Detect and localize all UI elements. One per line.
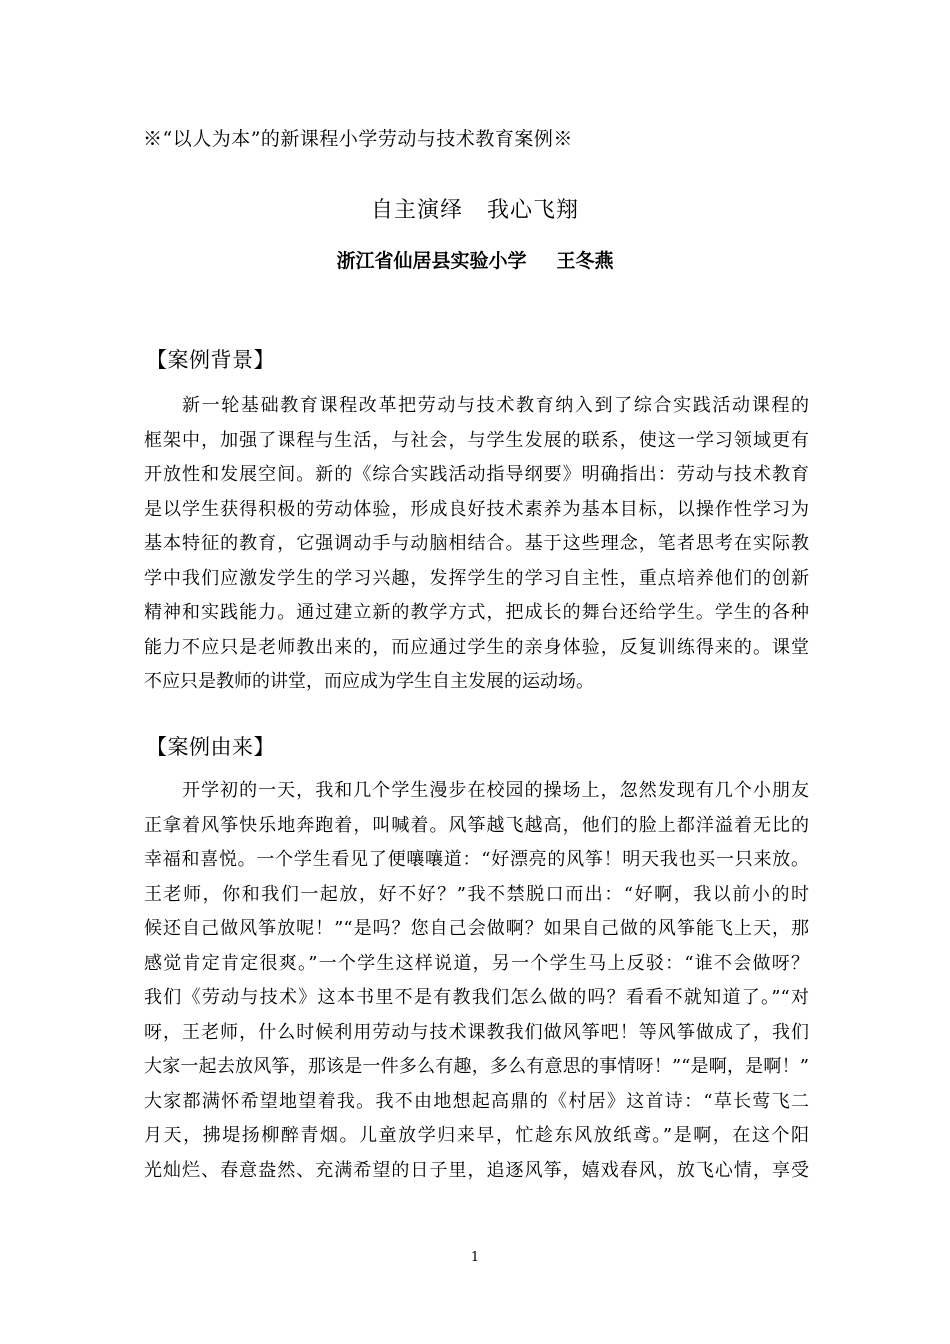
paragraph-line: 我们《劳动与技术》这本书里不是有教我们怎么做的吗？看看不就知道了。”“对 [144, 987, 809, 1008]
section-body-origin [144, 774, 809, 1188]
paragraph-line: 开放性和发展空间。新的《综合实践活动指导纲要》明确指出：劳动与技术教育 [144, 464, 809, 485]
paragraph-line: 大家都满怀希望地望着我。我不由地想起高鼎的《村居》这首诗：“草长莺飞二 [144, 1090, 809, 1112]
paragraph-line: 王老师，你和我们一起放，好不好？”我不禁脱口而出：“好啊，我以前小的时 [144, 883, 809, 905]
paragraph-line: 是以学生获得积极的劳动体验，形成良好技术素养为基本目标，以操作性学习为 [144, 498, 809, 520]
paragraph-line: 框架中，加强了课程与生活，与社会，与学生发展的联系，使这一学习领域更有 [144, 429, 809, 451]
paragraph-line: 精神和实践能力。通过建立新的教学方式，把成长的舞台还给学生。学生的各种 [144, 602, 809, 623]
paragraph-line: 正拿着风筝快乐地奔跑着，叫喊着。风筝越飞越高，他们的脸上都洋溢着无比的 [144, 814, 809, 836]
section-body-background [144, 389, 809, 700]
paragraph-line: 开学初的一天，我和几个学生漫步在校园的操场上，忽然发现有几个小朋友 [182, 780, 809, 801]
section-heading-background: 【案例背景】 [146, 348, 275, 372]
paragraph-line: 感觉肯定肯定很爽。”一个学生这样说道，另一个学生马上反驳：“谁不会做呀？ [144, 952, 809, 974]
paragraph-line: 候还自己做风筝放呢！”“是吗？您自己会做啊？如果自己做的风筝能飞上天，那 [144, 918, 809, 939]
section-heading-origin: 【案例由来】 [146, 735, 275, 759]
article-title: 自主演绎 我心飞翔 [371, 198, 579, 223]
paragraph-line: 学中我们应激发学生的学习兴趣，发挥学生的学习自主性，重点培养他们的创新 [144, 567, 809, 589]
author-name: 王冬燕 [556, 250, 614, 272]
paragraph-line: 能力不应只是老师教出来的，而应通过学生的亲身体验，反复训练得来的。课堂 [144, 636, 809, 658]
series-title: ※“以人为本”的新课程小学劳动与技术教育案例※ [143, 128, 573, 150]
paragraph-line: 不应只是教师的讲堂，而应成为学生自主发展的运动场。 [144, 671, 594, 692]
paragraph-line: 幸福和喜悦。一个学生看见了便嚷嚷道：“好漂亮的风筝！明天我也买一只来放。 [144, 849, 809, 870]
author-line [0, 248, 950, 274]
paragraph-line: 大家一起去放风筝，那该是一件多么有趣，多么有意思的事情呀！”“是啊，是啊！” [144, 1056, 809, 1077]
paragraph-line: 呀，王老师，什么时候利用劳动与技术课教我们做风筝吧！等风筝做成了，我们 [144, 1021, 809, 1043]
paragraph-line: 光灿烂、春意盎然、充满希望的日子里，追逐风筝，嬉戏春风，放飞心情，享受 [144, 1159, 809, 1181]
author-school: 浙江省仙居县实验小学 [336, 250, 527, 272]
page-number: 1 [470, 1250, 480, 1265]
paragraph-line: 新一轮基础教育课程改革把劳动与技术教育纳入到了综合实践活动课程的 [182, 395, 809, 416]
paragraph-line: 月天，拂堤扬柳醉青烟。儿童放学归来早，忙趁东风放纸鸢。”是啊，在这个阳 [144, 1125, 809, 1146]
paragraph-line: 基本特征的教育，它强调动手与动脑相结合。基于这些理念，笔者思考在实际教 [144, 533, 809, 554]
